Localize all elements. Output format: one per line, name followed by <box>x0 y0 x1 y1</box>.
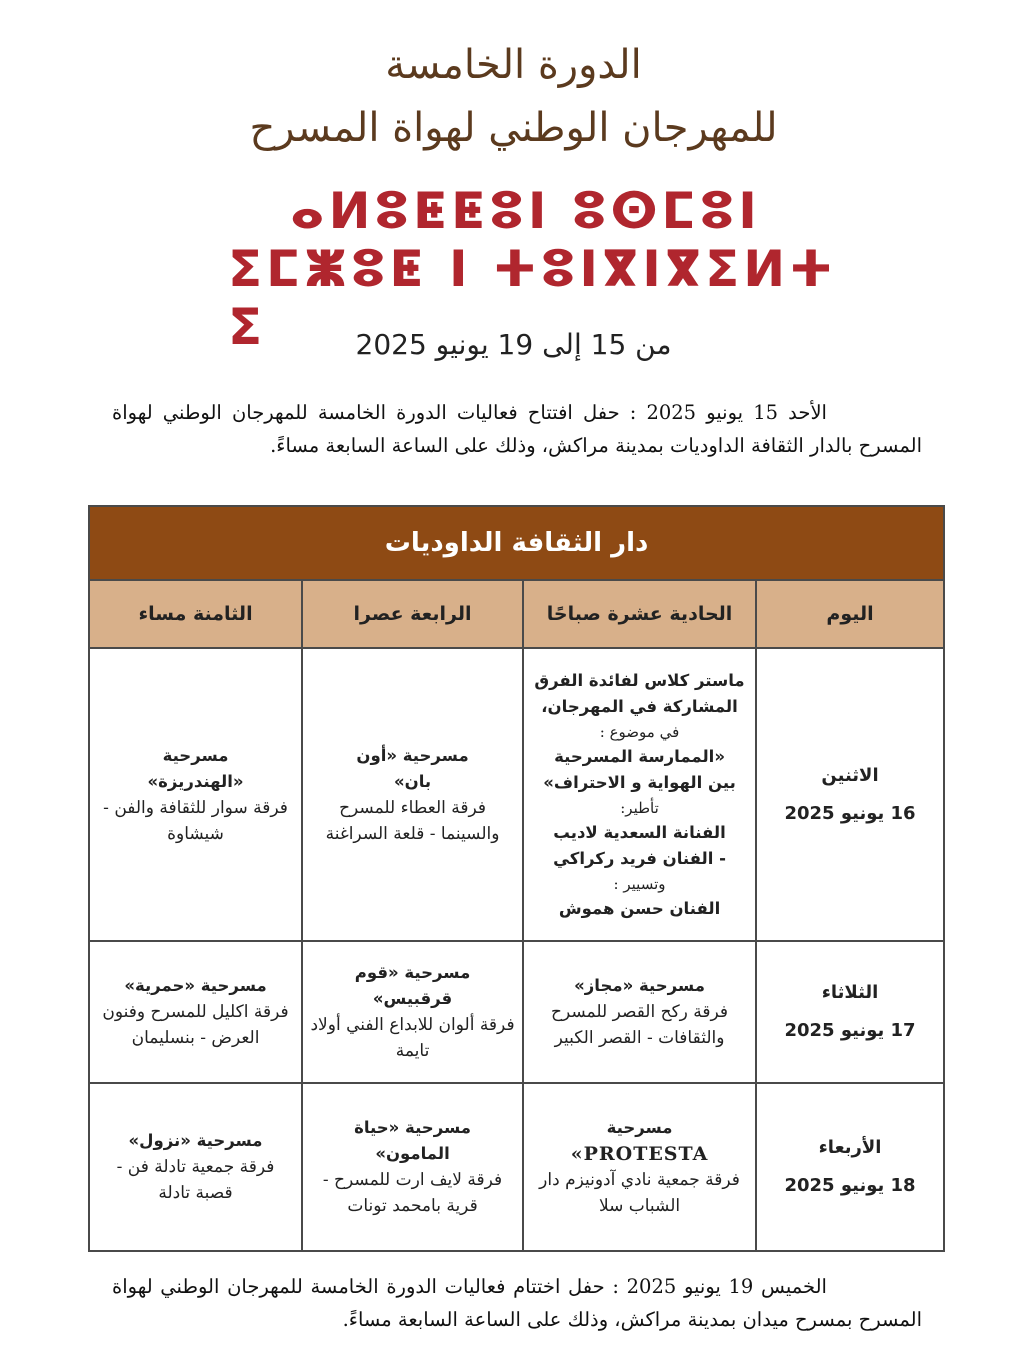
tifinagh-title-line2: ⵉⵎⵥⵓⵟ ⵏ ⵜⵓⵏⴳⵏⴳⵉⵍⵜ ⵉ <box>228 240 837 356</box>
day-name: الاثنين <box>821 764 879 786</box>
troupe-name: فرقة سوار للثقافة والفن - شيشاوة <box>103 797 288 844</box>
evening-cell <box>89 1083 302 1251</box>
troupe-name: فرقة جمعية نادي آدونيزم دار الشباب سلا <box>539 1170 740 1216</box>
festival-edition-title: الدورة الخامسة <box>385 42 642 88</box>
evening-cell <box>89 941 302 1083</box>
masterclass-line: الفنان حسن هموش <box>558 898 721 918</box>
masterclass-line: بين الهواية و الاحتراف» <box>543 772 736 792</box>
masterclass-line: - الفنان فريد ركراكي <box>553 848 726 868</box>
troupe-name: فرقة اكليل للمسرح وفنون العرض - بنسليمان <box>102 1002 289 1048</box>
masterclass-line: وتسيير : <box>613 874 666 893</box>
day-cell <box>756 1083 944 1251</box>
day-cell <box>756 941 944 1083</box>
afternoon-cell <box>302 1083 523 1251</box>
play-title: المامون» <box>375 1144 450 1163</box>
play-title: «الهندريزة» <box>147 771 244 791</box>
play-title: مسرحية «حمرية» <box>124 976 267 995</box>
troupe-name: فرقة ركح القصر للمسرح والثقافات - القصر الكبير <box>551 1002 729 1048</box>
day-date: 18 يونيو 2025 <box>784 1175 916 1196</box>
day-date: 16 يونيو 2025 <box>784 802 916 824</box>
table-row <box>89 648 944 941</box>
table-row <box>89 941 944 1083</box>
day-cell <box>756 648 944 941</box>
play-title: بان» <box>393 771 432 791</box>
day-name: الثلاثاء <box>821 982 879 1003</box>
venue-header: دار الثقافة الداوديات <box>89 506 944 580</box>
day-date: 17 يونيو 2025 <box>784 1020 916 1041</box>
troupe-name: فرقة لايف ارت للمسرح - قرية بامحمد تونات <box>322 1170 503 1216</box>
masterclass-line: ماستر كلاس لفائدة الفرق <box>534 670 745 690</box>
play-title: مسرحية «قوم <box>354 963 471 982</box>
day-name: الأربعاء <box>818 1137 882 1158</box>
closing-paragraph: الخميس 19 يونيو 2025 : حفل اختتام فعاليات الدورة الخامسة للمهرجان الوطني لهواة المسرح بمسرح ميدان بمدينة مراكش، وذلك على الساعة السابعة مساءً. <box>112 1275 922 1331</box>
play-title: مسرحية «أون <box>356 745 469 765</box>
play-title: مسرحية «مجاز» <box>574 976 705 995</box>
column-header-evening: الثامنة مساء <box>89 580 302 648</box>
play-title: مسرحية <box>162 745 229 765</box>
masterclass-line: «الممارسة المسرحية <box>554 746 725 766</box>
troupe-name: فرقة العطاء للمسرح والسينما - قلعة السراغنة <box>325 797 500 844</box>
masterclass-line: المشاركة في المهرجان، <box>541 696 738 716</box>
troupe-name: فرقة جمعية تادلة فن - قصبة تادلة <box>116 1157 275 1203</box>
play-title: مسرحية <box>606 1118 673 1137</box>
morning-cell <box>523 941 756 1083</box>
program-table <box>88 505 945 1252</box>
festival-dates: من 15 إلى 19 يونيو 2025 <box>355 328 672 361</box>
play-title: مسرحية «نزول» <box>128 1131 263 1150</box>
column-header-morning: الحادية عشرة صباحًا <box>523 580 756 648</box>
morning-cell <box>523 648 756 941</box>
table-row <box>89 1083 944 1251</box>
afternoon-cell <box>302 648 523 941</box>
column-header-day: اليوم <box>756 580 944 648</box>
festival-name-title: للمهرجان الوطني لهواة المسرح <box>249 105 778 151</box>
play-title: مسرحية «حياة <box>354 1118 471 1137</box>
morning-cell <box>523 1083 756 1251</box>
tifinagh-title-line1: ⴰⵍⵓⵟⵟⵓⵏ ⵓⵙⵎⵓⵏ <box>290 182 761 240</box>
column-header-afternoon: الرابعة عصرا <box>302 580 523 648</box>
opening-paragraph: الأحد 15 يونيو 2025 : حفل افتتاح فعاليات الدورة الخامسة للمهرجان الوطني لهواة المسرح بالدار الثقافة الداوديات بمدينة مراكش، وذلك على الساعة السابعة مساءً. <box>112 401 922 457</box>
afternoon-cell <box>302 941 523 1083</box>
masterclass-line: في موضوع : <box>599 722 680 741</box>
evening-cell <box>89 648 302 941</box>
play-title: PROTESTA» <box>570 1143 709 1165</box>
masterclass-line: الفنانة السعدية لاديب <box>553 822 726 842</box>
play-title: قرقبيس» <box>372 989 453 1008</box>
troupe-name: فرقة ألوان للابداع الفني أولاد تايمة <box>310 1015 515 1061</box>
masterclass-line: تأطير: <box>620 798 659 817</box>
